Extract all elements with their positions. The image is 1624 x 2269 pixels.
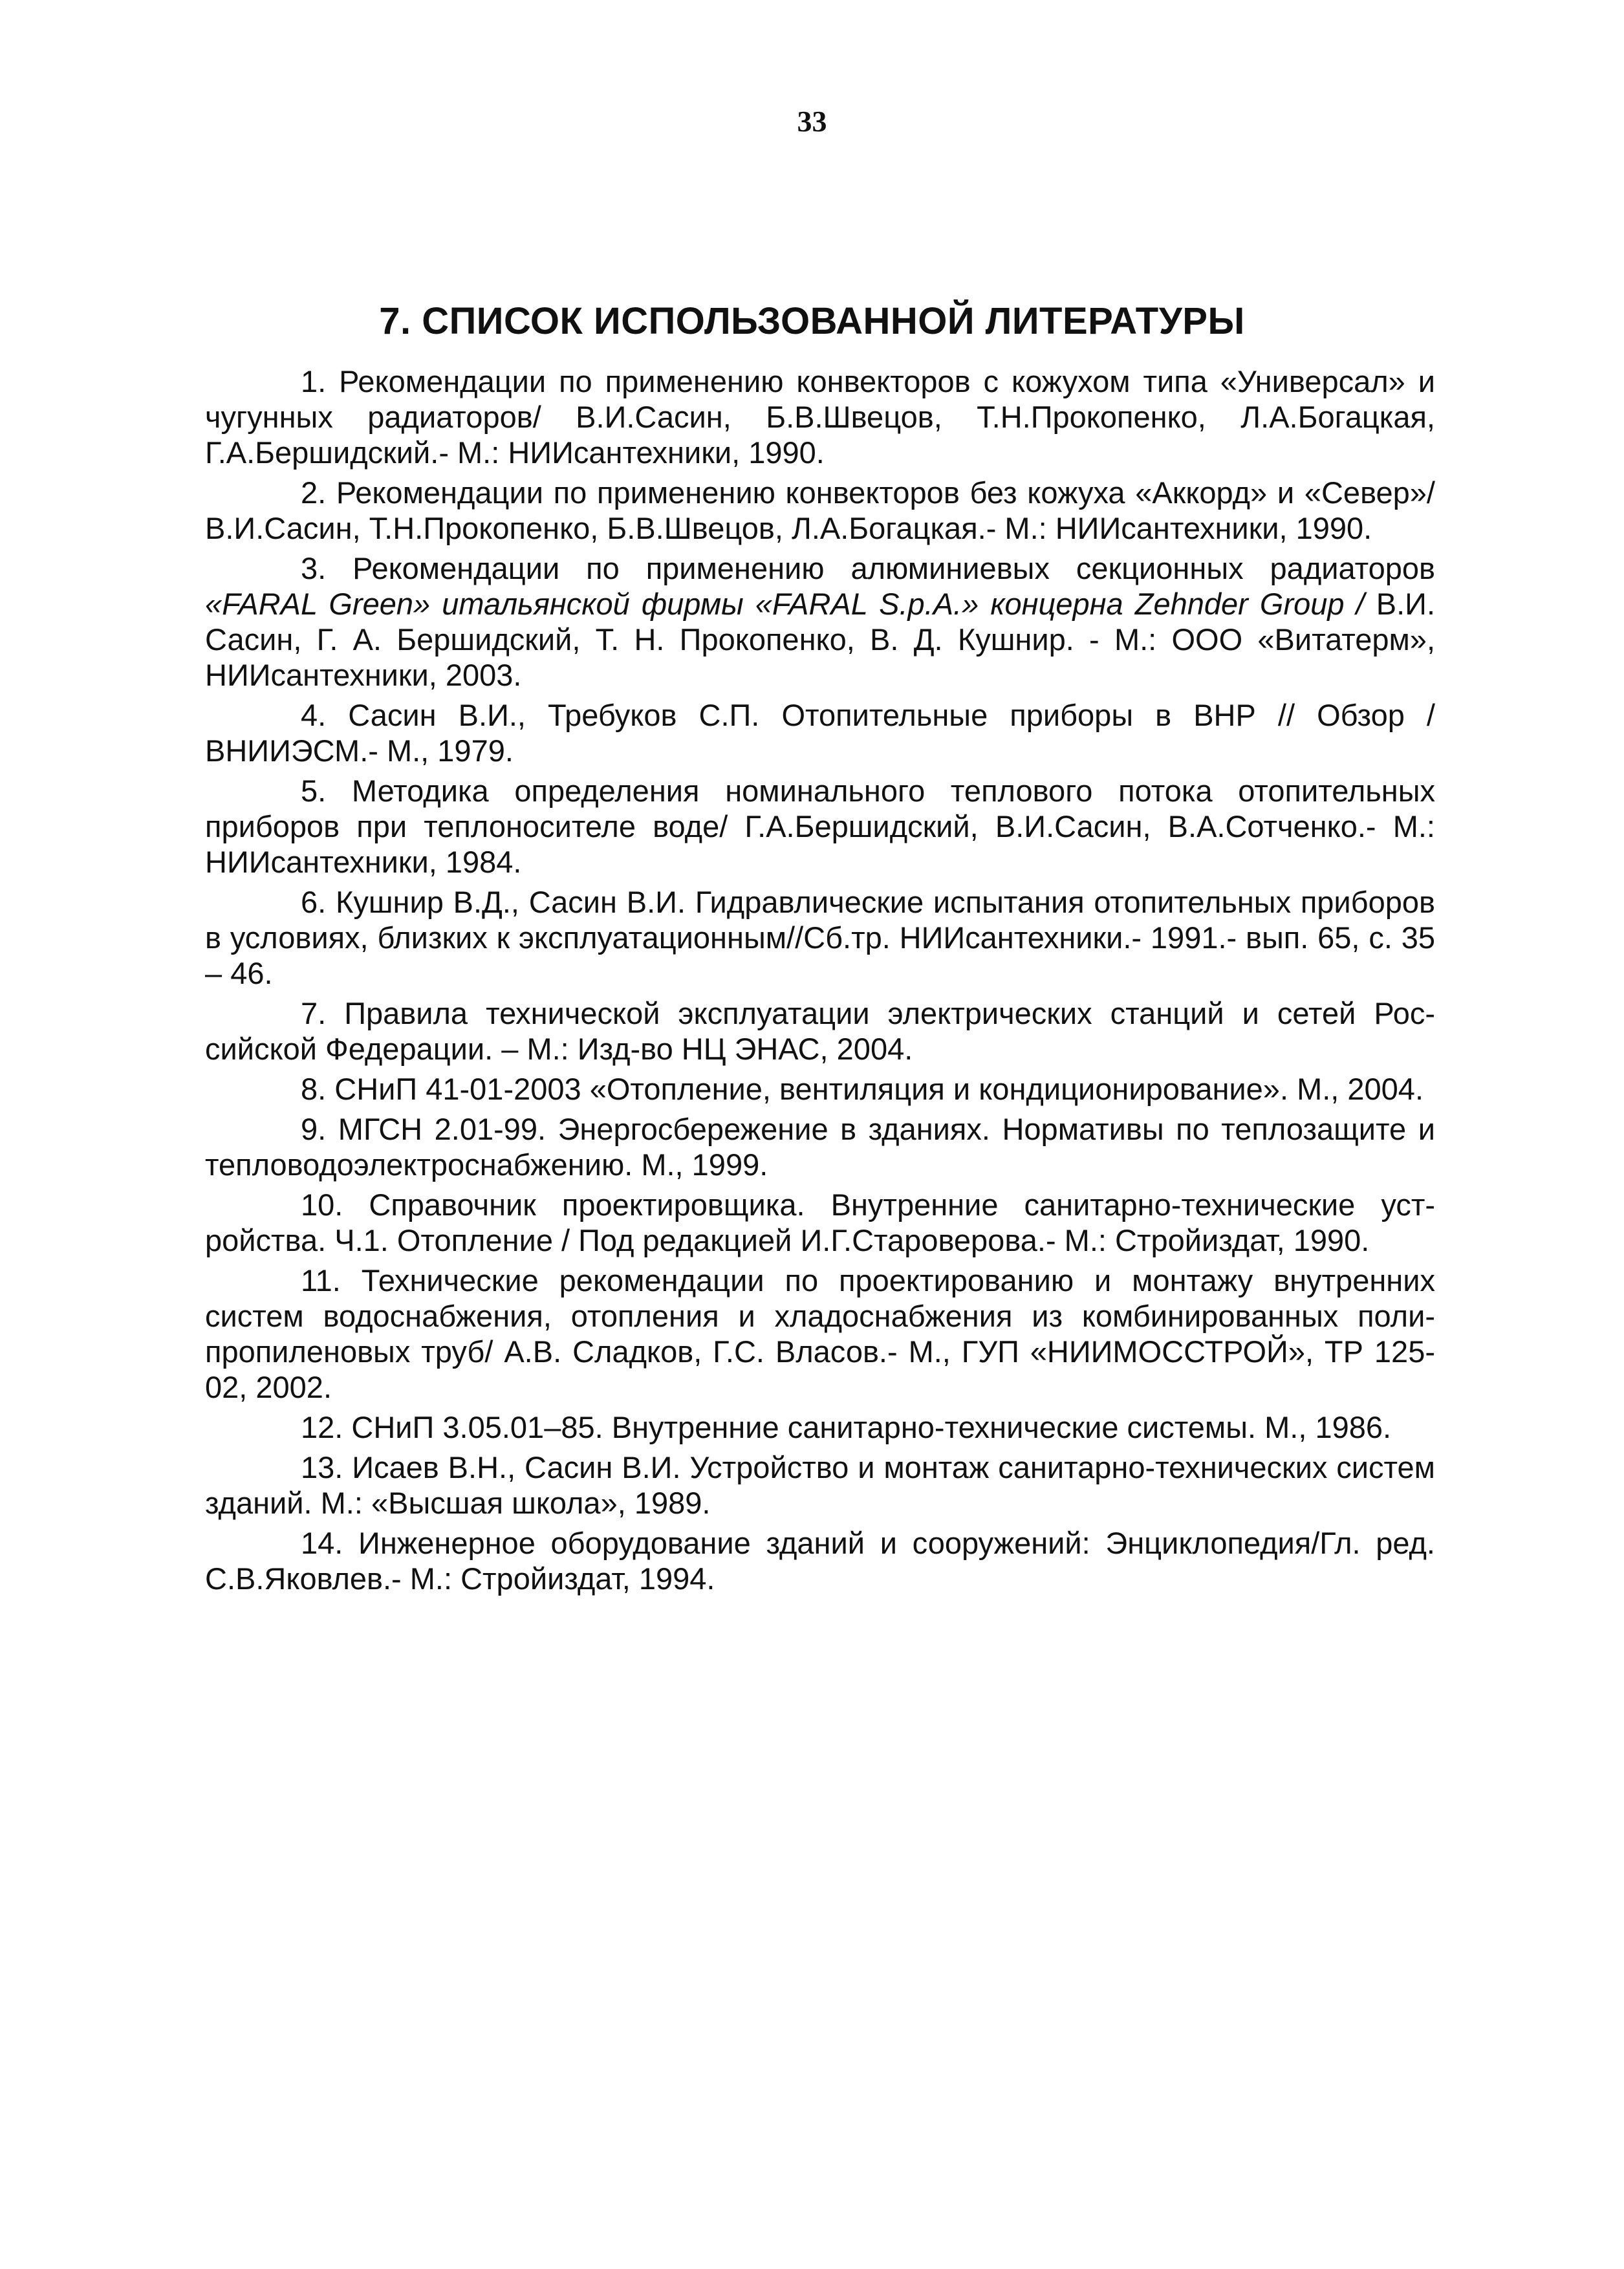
reference-number: 14 . [301,1526,358,1560]
reference-item [205,1071,1435,1107]
reference-number: 2 . [301,475,336,510]
reference-number: 10 . [301,1188,369,1222]
reference-item [205,697,1435,768]
reference-item [205,1263,1435,1405]
reference-item [205,1525,1435,1596]
reference-item [205,1111,1435,1182]
reference-text: Инженерное оборудование зданий и сооружений: Энциклопедия/Гл. ред. С.В.Яковлев.- М.: Стройиздат, 1994. [205,1526,1435,1596]
reference-text-italic: «FARAL Green» итальянской фирмы «FARAL S.p.A.» концерна Zehnder Group / [205,587,1365,621]
reference-number: 4 . [301,698,348,732]
page-number: 33 [797,105,827,138]
section-title: 7. СПИСОК ИСПОЛЬЗОВАННОЙ ЛИТЕРАТУРЫ [379,300,1245,342]
reference-number: 7 . [301,996,344,1030]
reference-text: Исаев В.Н., Сасин В.И. Устройство и монтаж санитарно-технических систем зданий. М.: «Высшая школа», 1989. [205,1450,1435,1520]
reference-text: Рекомендации по применению конвекторов без кожуха «Аккорд» и «Север»/ В.И.Сасин, Т.Н.Прокопенко, Б.В.Швецов, Л.А.Богацкая.- М.: НИИсантехники, 1990. [205,475,1435,545]
reference-text: Методика определения номинального теплового потока отопительных приборов при теплоносителе воде/ Г.А.Бершидский, В.И.Сасин, В.А.Сотченко.- М.: НИИсантехники, 1984. [205,774,1435,879]
reference-text: СНиП 3.05.01–85. Внутренние санитарно-технические системы. М., 1986. [351,1410,1392,1444]
reference-text: Рекомендации по применению конвекторов с кожухом типа «Универсал» и чугунных радиаторов/ В.И.Сасин, Б.В.Швецов, Т.Н.Прокопенко, Л.А.Богацкая, Г.А.Бершидский.- М.: НИИсантехники, 1990. [205,364,1435,470]
reference-item [205,475,1435,546]
reference-item [205,364,1435,470]
reference-text: СНиП 41-01-2003 «Отопление, вентиляция и кондиционирование». М., 2004. [334,1072,1424,1106]
reference-text: Справочник проектировщика. Внутренние санитарно-технические устройства. Ч.1. Отопление / Под редакцией И.Г.Староверова.- М.: Стройиздат, 1990. [205,1188,1435,1257]
reference-number: 1 . [301,364,339,398]
reference-number: 5 . [301,774,352,808]
reference-number: 12 . [301,1410,351,1444]
reference-item [205,773,1435,880]
reference-item [205,1449,1435,1521]
reference-number: 9 . [301,1112,338,1146]
reference-number: 6 . [301,885,336,919]
reference-text: МГСН 2.01-99. Энергосбережение в зданиях. Нормативы по теплозащите и тепловодоэлектроснабжению. М., 1999. [205,1112,1435,1182]
reference-number: 8 . [301,1072,334,1106]
reference-text: Сасин В.И., Требуков С.П. Отопительные приборы в ВНР // Обзор / ВНИИЭСМ.- М., 1979. [205,698,1435,768]
reference-item [205,884,1435,991]
reference-number: 13 . [301,1450,352,1484]
reference-text-end: В.И. Сасин, Г. А. Бершидский, Т. Н. Прокопенко, В. Д. Кушнир. - М.: ООО «Витатерм», НИИсантехники, 2003. [205,587,1436,692]
reference-number: 11 . [301,1263,362,1297]
reference-item [205,550,1435,693]
reference-item [205,1187,1435,1258]
reference-list [205,364,1435,1601]
reference-item [205,995,1435,1067]
reference-text: Технические рекомендации по проектированию и монтажу внутренних систем водоснабжения, отопления и хладоснабжения из комбинированных полипропиленовых труб/ А.В. Сладков, Г.С. Власов.- М., ГУП «НИИМОССТРОЙ», ТР 125-02, 2002. [205,1263,1435,1404]
reference-text: Рекомендации по применению алюминиевых секционных радиаторов [352,551,1435,585]
reference-text: Правила технической эксплуатации электрических станций и сетей Российской Федерации. – М.: Изд-во НЦ ЭНАС, 2004. [205,996,1435,1066]
reference-number: 3 . [301,551,352,585]
reference-text: Кушнир В.Д., Сасин В.И. Гидравлические испытания отопительных приборов в условиях, близких к эксплуатационным//Сб.тр. НИИсантехники.- 1991.- вып. 65, с. 35 – 46. [205,885,1435,990]
reference-item [205,1409,1435,1445]
